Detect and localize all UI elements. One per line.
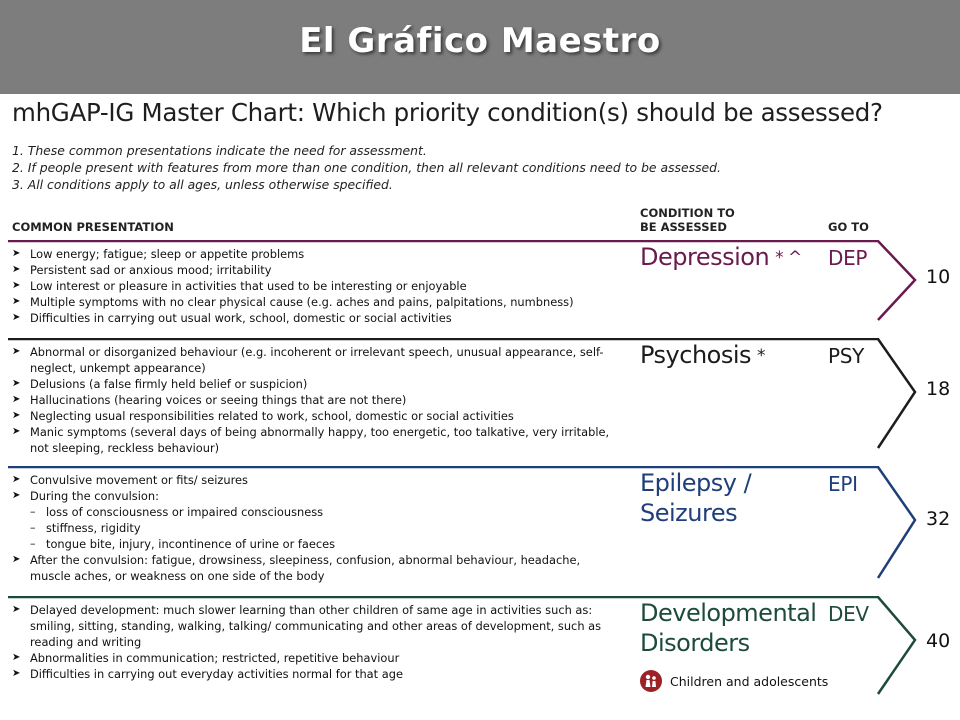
header-condition [640, 206, 780, 234]
note-item: 1. These common presentations indicate the need for assessment. [12, 143, 427, 158]
list-item: ➤ After the convulsion: fatigue, drowsiness, sleepiness, confusion, abnormal behaviour, headache, muscle aches, or weakness on one side of the body [12, 553, 581, 583]
list-item: – loss of consciousness or impaired consciousness [30, 505, 324, 519]
condition-name: Psychosis [640, 341, 752, 369]
header-condition-line2: BE ASSESSED [640, 220, 727, 234]
list-item: ➤ Convulsive movement or fits/ seizures [12, 473, 248, 487]
arrow-bullet-icon: ➤ [12, 346, 21, 357]
arrow-bullet-icon: ➤ [12, 410, 21, 421]
list-item: ➤ Delusions (a false firmly held belief or suspicion) [12, 377, 308, 391]
section-developmental [0, 596, 960, 720]
list-item: ➤ Manic symptoms (several days of being abnormally happy, too energetic, too talkative, very irritable, not sleeping, reckless behaviour) [12, 425, 610, 455]
list-item: ➤ Low energy; fatigue; sleep or appetite problems [12, 247, 305, 261]
dash-bullet-icon: – [30, 521, 36, 534]
page-number-psy: 18 [926, 378, 951, 400]
condition-epilepsy [640, 468, 751, 528]
title-banner [0, 0, 960, 94]
developmental-presentation-list [12, 602, 612, 682]
arrow-bullet-icon: ➤ [12, 296, 21, 307]
arrow-bullet-icon: ➤ [12, 604, 21, 615]
arrow-bullet-icon: ➤ [12, 490, 21, 501]
condition-marks: * [757, 346, 766, 366]
epilepsy-presentation-list [12, 472, 612, 584]
condition-name-line1: Epilepsy / [640, 469, 752, 497]
arrow-bullet-icon: ➤ [12, 554, 21, 565]
header-go-to: GO TO [828, 220, 869, 234]
section-depression [0, 240, 960, 336]
arrow-bullet-icon: ➤ [12, 426, 21, 437]
list-item: ➤ Difficulties in carrying out usual work, school, domestic or social activities [12, 311, 452, 325]
page-number-dep: 10 [926, 266, 951, 288]
list-item: ➤ Delayed development: much slower learning than other children of same age in activities such as: smiling, sitting, standing, walking, talking/ communicating and other areas of development, such as reading and writing [12, 603, 602, 649]
children-adolescents-note [640, 670, 828, 692]
page-number-epi: 32 [926, 508, 951, 530]
list-item: ➤ Low interest or pleasure in activities that used to be interesting or enjoyable [12, 279, 467, 293]
list-item: ➤ Hallucinations (hearing voices or seeing things that are not there) [12, 393, 407, 407]
arrow-bullet-icon: ➤ [12, 668, 21, 679]
section-psychosis [0, 338, 960, 454]
section-epilepsy [0, 466, 960, 586]
condition-marks: * ^ [775, 248, 802, 268]
condition-depression [640, 242, 802, 273]
dash-bullet-icon: – [30, 537, 36, 550]
header-condition-line1: CONDITION TO [640, 206, 735, 220]
chart-title: mhGAP-IG Master Chart: Which priority condition(s) should be assessed? [12, 98, 883, 127]
goto-code-psy: PSY [828, 344, 865, 368]
condition-name-line2: Disorders [640, 629, 750, 657]
goto-code-epi: EPI [828, 472, 858, 496]
children-icon [640, 670, 662, 692]
condition-name-line2: Seizures [640, 499, 738, 527]
arrow-bullet-icon: ➤ [12, 652, 21, 663]
list-item: ➤ Persistent sad or anxious mood; irritability [12, 263, 272, 277]
chart-notes [12, 142, 721, 193]
list-item: ➤ Neglecting usual responsibilities related to work, school, domestic or social activities [12, 409, 514, 423]
condition-name-line1: Developmental [640, 599, 817, 627]
list-item: ➤ During the convulsion: [12, 489, 159, 503]
arrow-bullet-icon: ➤ [12, 280, 21, 291]
condition-name: Depression [640, 243, 770, 271]
condition-developmental [640, 598, 816, 658]
list-item: ➤ Difficulties in carrying out everyday activities normal for that age [12, 667, 403, 681]
arrow-bullet-icon: ➤ [12, 378, 21, 389]
list-item: ➤ Multiple symptoms with no clear physical cause (e.g. aches and pains, palpitations, numbness) [12, 295, 574, 309]
arrow-bullet-icon: ➤ [12, 394, 21, 405]
arrow-bullet-icon: ➤ [12, 474, 21, 485]
header-common-presentation: COMMON PRESENTATION [12, 220, 174, 234]
children-label: Children and adolescents [670, 673, 829, 689]
goto-code-dev: DEV [828, 602, 869, 626]
list-item: – stiffness, rigidity [30, 521, 141, 535]
note-item: 3. All conditions apply to all ages, unless otherwise specified. [12, 177, 393, 192]
banner-title: El Gráfico Maestro [299, 21, 661, 61]
list-item: ➤ Abnormal or disorganized behaviour (e.g. incoherent or irrelevant speech, unusual appearance, self-neglect, unkempt appearance) [12, 345, 604, 375]
depression-presentation-list [12, 246, 612, 326]
condition-psychosis [640, 340, 765, 371]
arrow-bullet-icon: ➤ [12, 264, 21, 275]
arrow-bullet-icon: ➤ [12, 312, 21, 323]
dash-bullet-icon: – [30, 505, 36, 518]
list-item: – tongue bite, injury, incontinence of urine or faeces [30, 537, 336, 551]
psychosis-presentation-list [12, 344, 612, 456]
arrow-bullet-icon: ➤ [12, 248, 21, 259]
page-number-dev: 40 [926, 630, 951, 652]
list-item: ➤ Abnormalities in communication; restricted, repetitive behaviour [12, 651, 400, 665]
note-item: 2. If people present with features from more than one condition, then all relevant conditions need to be assessed. [12, 160, 721, 175]
goto-code-dep: DEP [828, 246, 868, 270]
